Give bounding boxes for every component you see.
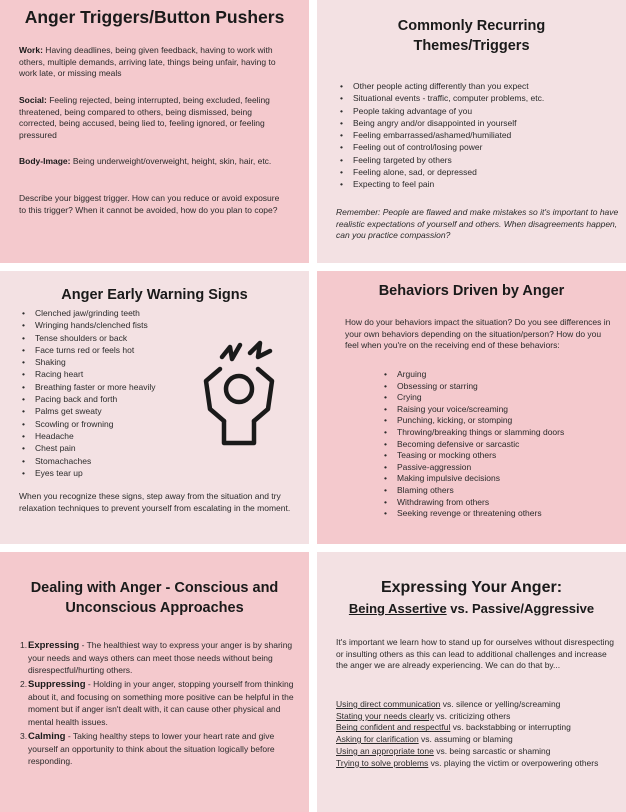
assertive-pairs (336, 699, 604, 769)
list-item: • Withdrawing from others (383, 497, 564, 509)
warning-signs-footer: When you recognize these signs, step away from the situation and try relaxation techniques to prevent yourself from escalating in the moment. (19, 491, 291, 513)
list-item: • Palms get sweaty (21, 405, 155, 417)
warning-signs-panel (0, 271, 309, 544)
list-item: • Raising your voice/screaming (383, 404, 564, 416)
list-item: • Clenched jaw/grinding teeth (21, 307, 155, 319)
list-item: Using direct communication vs. silence or yelling/screaming (336, 699, 561, 709)
list-item: • Tense shoulders or back (21, 332, 155, 344)
dealing-panel (0, 552, 309, 812)
expressing-panel (317, 552, 626, 812)
social-trigger-text: Social: Feeling rejected, being interrupted, being excluded, feeling threatened, being compared to others, being dismissed, being corrected, being accused, being lied to, feeling ignored, or feeling pressured (19, 95, 270, 141)
list-item: Stating your needs clearly vs. criticizing others (336, 710, 511, 721)
list-item: • Chest pain (21, 442, 155, 454)
list-item: • Wringing hands/clenched fists (21, 319, 155, 331)
themes-list (339, 80, 544, 191)
list-item: • Passive-aggression (383, 462, 564, 474)
list-item: Asking for clarification vs. assuming or blaming (336, 734, 513, 745)
list-item: • Being angry and/or disappointed in yourself (339, 117, 544, 129)
list-item: 3. Calming - Taking healthy steps to lower your heart rate and give yourself an opportunity to think about the situation logically before responding. (20, 730, 275, 766)
body-image-trigger-text: Body-Image: Being underweight/overweight, height, skin, hair, etc. (19, 156, 272, 166)
expressing-subtitle: Being Assertive vs. Passive/Aggressive (348, 601, 595, 616)
anger-triggers-panel (0, 0, 309, 263)
list-item: • Feeling alone, sad, or depressed (339, 166, 544, 178)
list-item: • Arguing (383, 369, 564, 381)
list-item: • Seeking revenge or threatening others (383, 508, 564, 520)
anger-triggers-title: Anger Triggers/Button Pushers (24, 7, 285, 27)
list-item: • Shaking (21, 356, 155, 368)
list-item: • Situational events - traffic, computer problems, etc. (339, 92, 544, 104)
list-item: • People taking advantage of you (339, 105, 544, 117)
list-item: • Racing heart (21, 368, 155, 380)
recurring-themes-title: Commonly Recurring Themes/Triggers (397, 18, 546, 54)
behaviors-list (383, 369, 564, 520)
behaviors-title: Behaviors Driven by Anger (378, 283, 565, 299)
trigger-reflection-prompt: Describe your biggest trigger. How can you reduce or avoid exposure to this trigger? When it cannot be avoided, how do you plan to cope? (19, 193, 280, 215)
list-item: • Feeling targeted by others (339, 154, 544, 166)
expressing-intro: It's important we learn how to stand up for ourselves without disrespecting or insulting others as this can lead to additional challenges and increase the anger we are already experiencing. We can do that by... (336, 637, 615, 671)
list-item: • Other people acting differently than you expect (339, 80, 544, 92)
list-item: Being confident and respectful vs. backstabbing or interrupting (336, 722, 571, 733)
list-item: 1. Expressing - The healthiest way to express your anger is by sharing your needs and ways others can meet those needs without being disrespectful/hurting others. (20, 640, 293, 676)
list-item: • Pacing back and forth (21, 393, 155, 405)
warning-signs-list (21, 307, 155, 479)
list-item: • Stomachaches (21, 455, 155, 467)
list-item: • Eyes tear up (21, 467, 155, 479)
list-item: • Crying (383, 392, 564, 404)
list-item: • Headache (21, 430, 155, 442)
list-item: • Throwing/breaking things or slamming doors (383, 427, 564, 439)
recurring-themes-panel (317, 0, 626, 263)
list-item: • Obsessing or starring (383, 381, 564, 393)
approaches-list (20, 639, 296, 769)
expressing-title: Expressing Your Anger: (380, 579, 563, 596)
list-item: • Becoming defensive or sarcastic (383, 439, 564, 451)
stressed-person-icon (198, 339, 280, 447)
work-trigger-text: Work: Having deadlines, being given feedback, having to work with others, multiple demands, arriving late, things being unfair, having to work late, or missing meals (19, 45, 276, 79)
list-item: • Face turns red or feels hot (21, 344, 155, 356)
list-item: • Scowling or frowning (21, 418, 155, 430)
behaviors-panel (317, 271, 626, 544)
behaviors-intro: How do your behaviors impact the situation? Do you see differences in your own behaviors depending on the situation/person? How do you feel when you're on the receiving end of these behaviors: (345, 317, 611, 351)
list-item: • Breathing faster or more heavily (21, 381, 155, 393)
list-item: • Making impulsive decisions (383, 473, 564, 485)
list-item: • Feeling embarrassed/ashamed/humiliated (339, 129, 544, 141)
list-item: • Punching, kicking, or stomping (383, 415, 564, 427)
list-item: • Expecting to feel pain (339, 178, 544, 190)
list-item: Trying to solve problems vs. playing the victim or overpowering others (336, 757, 599, 768)
list-item: • Blaming others (383, 485, 564, 497)
dealing-title: Dealing with Anger - Conscious and Unconscious Approaches (30, 580, 279, 616)
list-item: • Teasing or mocking others (383, 450, 564, 462)
list-item: • Feeling out of control/losing power (339, 141, 544, 153)
remember-note: Remember: People are flawed and make mistakes so it's important to have realistic expectations of yourself and others. When disagreements happen, can you practice compassion? (336, 207, 619, 241)
list-item: Using an appropriate tone vs. being sarcastic or shaming (336, 745, 551, 756)
list-item: 2. Suppressing - Holding in your anger, stopping yourself from thinking about it, and focusing on something more positive can be helpful in the moment but if anger isn't dealt with, it can cause other physical and mental health issues. (20, 679, 294, 727)
warning-signs-title: Anger Early Warning Signs (61, 287, 248, 303)
